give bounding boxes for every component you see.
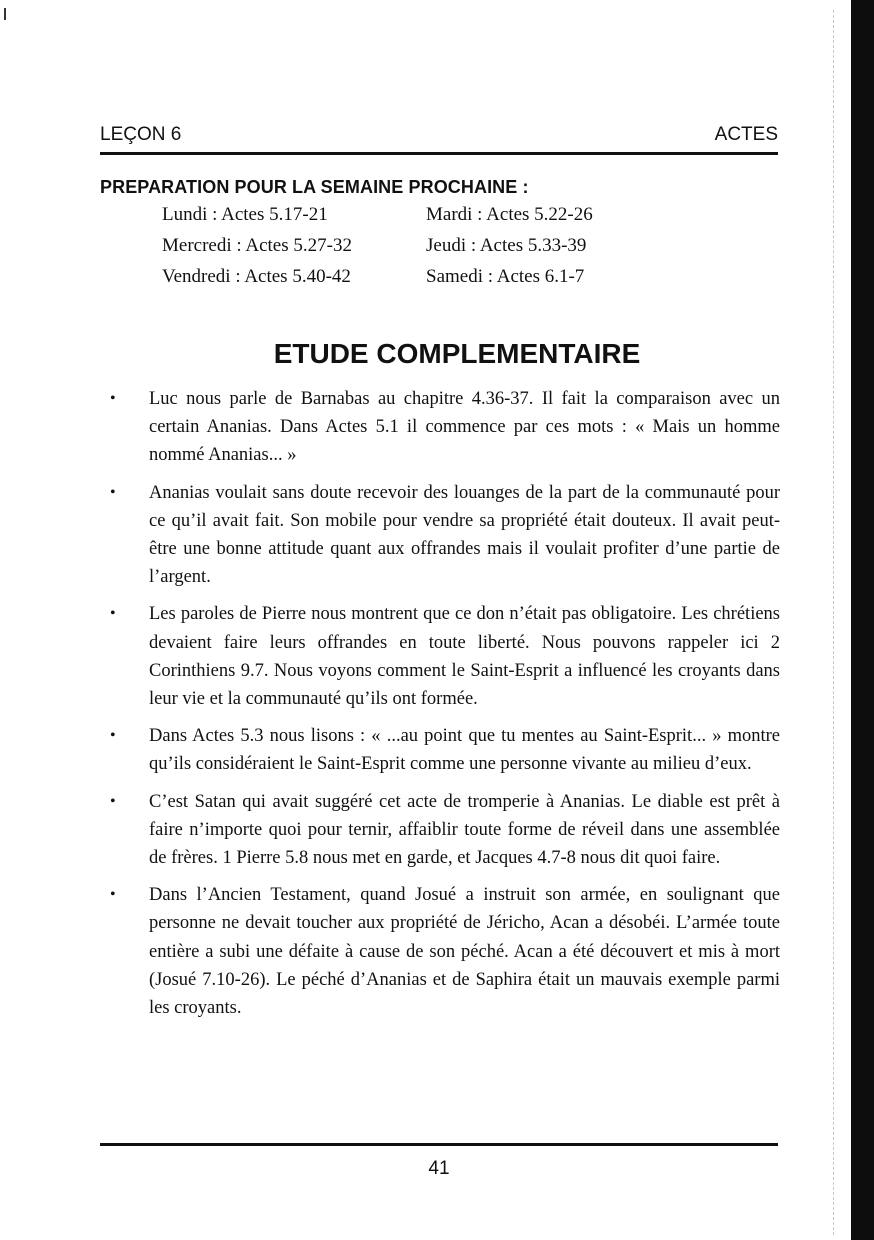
bullet-text: C’est Satan qui avait suggéré cet acte de tromperie à Ananias. Le diable est prêt à faire n’importe quoi pour ternir, affaiblir toute forme de réveil dans une assemblée de frères. 1 Pierre 5.8 nous met en garde, et Jacques 4.7-8 nous dit quoi faire. xyxy=(149,791,780,869)
bullet-item xyxy=(110,600,780,713)
scan-edge-band xyxy=(851,0,874,1240)
bullet-marker: • xyxy=(110,727,116,745)
schedule-row xyxy=(162,204,632,235)
schedule-entry: Samedi : Actes 6.1-7 xyxy=(426,266,585,287)
schedule-entry: Vendredi : Actes 5.40-42 xyxy=(162,266,351,287)
bullet-text: Dans Actes 5.3 nous lisons : « ...au point que tu mentes au Saint-Esprit... » montre qu’ils considéraient le Saint-Esprit comme une personne vivante au milieu d’eux. xyxy=(149,726,780,775)
schedule-row xyxy=(162,266,632,297)
bullet-item xyxy=(110,479,780,592)
bullet-item xyxy=(110,722,780,778)
schedule-entry: Lundi : Actes 5.17-21 xyxy=(162,204,328,225)
bullet-marker: • xyxy=(110,483,116,501)
scan-artifact-line xyxy=(833,10,835,1235)
schedule-entry: Mardi : Actes 5.22-26 xyxy=(426,204,593,225)
bullet-text: Dans l’Ancien Testament, quand Josué a instruit son armée, en soulignant que personne ne devait toucher aux propriété de Jéricho, Acan a désobéi. L’armée toute entière a subi une défaite à cause de son péché. Acan a été découvert et mis à mort (Josué 7.10-26). Le péché d’Ananias et de Saphira était un mauvais exemple parmi les croyants. xyxy=(149,885,780,1019)
bullet-marker: • xyxy=(110,390,116,407)
page-header xyxy=(100,124,778,155)
schedule-entry: Jeudi : Actes 5.33-39 xyxy=(426,235,587,256)
bullet-text: Ananias voulait sans doute recevoir des louanges de la part de la communauté pour ce qu’il avait fait. Son mobile pour vendre sa propriété était douteux. Il avait peut-être une bonne attitude quant aux offrandes mais il voulait profiter d’une partie de l’argent. xyxy=(149,482,780,588)
bullet-list xyxy=(110,385,780,1031)
bullet-item xyxy=(110,788,780,873)
lesson-label: LEÇON 6 xyxy=(100,124,182,145)
footer-rule xyxy=(100,1143,778,1146)
section-title: ETUDE COMPLEMENTAIRE xyxy=(273,338,641,369)
bullet-text: Les paroles de Pierre nous montrent que ce don n’était pas obligatoire. Les chrétiens devaient faire leurs offrandes en toute liberté. Nous pouvons rappeler ici 2 Corinthiens 9.7. Nous voyons comment le Saint-Esprit a influencé les croyants dans leur vie et la communauté qu’ils ont formée. xyxy=(149,604,780,710)
bullet-marker: • xyxy=(110,886,116,904)
schedule-row xyxy=(162,235,632,266)
reading-schedule xyxy=(162,204,632,297)
bullet-item xyxy=(110,385,780,470)
bullet-item xyxy=(110,881,780,1022)
bullet-marker: • xyxy=(110,605,116,623)
scan-corner-mark xyxy=(4,8,6,20)
preparation-title: PREPARATION POUR LA SEMAINE PROCHAINE : xyxy=(100,177,529,197)
page-number: 41 xyxy=(428,1158,450,1179)
book-label: ACTES xyxy=(714,124,778,145)
bullet-text: Luc nous parle de Barnabas au chapitre 4.36-37. Il fait la comparaison avec un certain Ananias. Dans Actes 5.1 il commence par ces mots : « Mais un homme nommé Ananias... » xyxy=(149,389,780,466)
schedule-entry: Mercredi : Actes 5.27-32 xyxy=(162,235,352,256)
bullet-marker: • xyxy=(110,792,116,810)
